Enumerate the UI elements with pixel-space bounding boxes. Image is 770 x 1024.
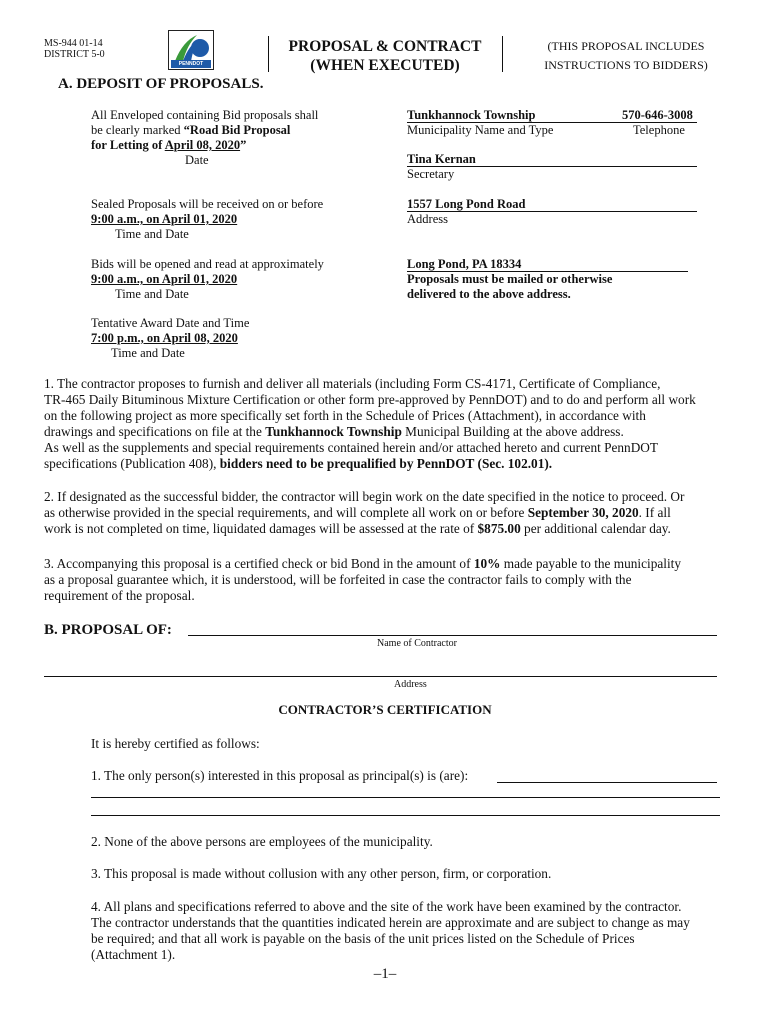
p2-text: as otherwise provided in the special requirements, and will complete all work on or before (44, 505, 528, 520)
paragraph-1 (44, 376, 744, 472)
municipality-row (407, 108, 697, 123)
telephone-value: 570-646-3008 (622, 108, 693, 122)
p3-bond-percent: 10% (473, 556, 501, 571)
road-bid-label: “Road Bid Proposal (183, 123, 291, 137)
envelope-line-1: All Enveloped containing Bid proposals shall (91, 108, 319, 122)
mail-note-line-2: delivered to the above address. (407, 287, 571, 301)
p3-line-3: requirement of the proposal. (44, 588, 195, 603)
title-line-2: (WHEN EXECUTED) (310, 57, 460, 74)
p1-line-4 (44, 424, 744, 440)
award-block (91, 316, 391, 361)
p1-spec-text: specifications (Publication 408), (44, 456, 220, 471)
p3-text: 3. Accompanying this proposal is a certified check or bid Bond in the amount of (44, 556, 474, 571)
p3-line-2: as a proposal guarantee which, it is understood, will be forfeited in case the contractor fails to comply with the (44, 572, 632, 587)
contractor-name-field[interactable] (188, 620, 717, 636)
p1-line-3: on the following project as more specifically set forth in the Schedule of Prices (Attachment), in accordance with (44, 408, 646, 423)
cert-item-4-line-1: 4. All plans and specifications referred to above and the site of the work have been examined by the contractor. (91, 899, 682, 914)
principals-field-1[interactable] (497, 769, 717, 783)
opened-text: Bids will be opened and read at approximately (91, 257, 324, 271)
contractor-address-label: Address (394, 679, 427, 690)
header-divider-right (502, 36, 503, 72)
contractor-name-label: Name of Contractor (377, 638, 457, 649)
sealed-time-date: 9:00 a.m., on April 01, 2020 (91, 212, 238, 226)
p1-text-end: Municipal Building at the above address. (401, 424, 624, 439)
paragraph-2 (44, 489, 744, 537)
p2-completion-date: September 30, 2020 (527, 505, 639, 520)
cert-item-4 (91, 899, 741, 963)
principals-field-3[interactable] (91, 803, 720, 816)
p2-line-2 (44, 505, 744, 521)
cert-item-2: 2. None of the above persons are employees of the municipality. (91, 834, 433, 849)
p2-damages-text: work is not completed on time, liquidated damages will be assessed at the rate of (44, 521, 478, 536)
page-number: –1– (373, 966, 397, 982)
award-time-date: 7:00 p.m., on April 08, 2020 (91, 331, 238, 345)
header-note-line-1: (THIS PROPOSAL INCLUDES (547, 39, 705, 53)
municipal-address: 1557 Long Pond Road (407, 197, 526, 211)
award-label: Time and Date (111, 346, 185, 360)
envelope-instructions (91, 108, 391, 168)
cert-item-1: 1. The only person(s) interested in this proposal as principal(s) is (are): (91, 768, 469, 783)
principals-field-2[interactable] (91, 785, 720, 798)
p1-prequalified: bidders need to be prequalified by PennDOT (Sec. 102.01). (219, 456, 553, 471)
p1-text: drawings and specifications on file at the (44, 424, 266, 439)
p2-line-3 (44, 521, 744, 537)
mail-note (407, 272, 612, 302)
p2-line-1: 2. If designated as the successful bidder, the contractor will begin work on the date specified in the notice to proceed. Or (44, 489, 685, 504)
p1-line-6 (44, 456, 744, 472)
certification-intro: It is hereby certified as follows: (91, 736, 260, 751)
telephone-label: Telephone (633, 123, 685, 137)
sealed-label: Time and Date (115, 227, 189, 241)
document-title (270, 37, 500, 75)
letting-date: April 08, 2020 (164, 138, 241, 152)
header-note (510, 37, 742, 75)
district-label: DISTRICT 5-0 (44, 49, 105, 60)
closing-quote: ” (240, 138, 247, 152)
section-b-title: B. PROPOSAL OF: (44, 622, 172, 638)
section-a-title: A. DEPOSIT OF PROPOSALS. (58, 76, 264, 92)
form-number: MS-944 01-14 (44, 38, 103, 49)
secretary-name: Tina Kernan (407, 152, 476, 166)
cert-item-4-line-4: (Attachment 1). (91, 947, 176, 962)
header-note-line-2: INSTRUCTIONS TO BIDDERS) (544, 58, 708, 72)
municipality-name: Tunkhannock Township (407, 108, 536, 122)
municipal-city: Long Pond, PA 18334 (407, 257, 522, 271)
cert-item-4-line-2: The contractor understands that the quantities indicated herein are approximate and are subject to change as may (91, 915, 690, 930)
award-text: Tentative Award Date and Time (91, 316, 250, 330)
opened-time-date: 9:00 a.m., on April 01, 2020 (91, 272, 238, 286)
p2-damages-end: per additional calendar day. (520, 521, 671, 536)
p3-text-end: made payable to the municipality (500, 556, 681, 571)
secretary-label: Secretary (407, 167, 455, 181)
letting-text: for Letting of (91, 138, 165, 152)
envelope-text: be clearly marked (91, 123, 184, 137)
cert-item-4-line-3: be required; and that all work is payable on the basis of the unit prices listed on the Schedule of Prices (91, 931, 635, 946)
envelope-line-3 (91, 138, 391, 153)
cert-item-3: 3. This proposal is made without collusion with any other person, firm, or corporation. (91, 866, 552, 881)
municipality-label: Municipality Name and Type (407, 123, 554, 137)
title-line-1: PROPOSAL & CONTRACT (288, 38, 482, 55)
envelope-date-label: Date (185, 153, 209, 167)
paragraph-3 (44, 556, 744, 604)
sealed-proposals-block (91, 197, 391, 242)
p2-text-end: . If all (638, 505, 671, 520)
sealed-text: Sealed Proposals will be received on or before (91, 197, 324, 211)
bid-opening-block (91, 257, 391, 302)
mail-note-line-1: Proposals must be mailed or otherwise (407, 272, 613, 286)
opened-label: Time and Date (115, 287, 189, 301)
p1-line-2: TR-465 Daily Bituminous Mixture Certification or other form pre-approved by PennDOT) and to do and perform all work (44, 392, 696, 407)
penndot-logo (168, 30, 214, 70)
address-label: Address (407, 212, 448, 226)
logo-text: PENNDOT (178, 61, 204, 67)
p1-line-1: 1. The contractor proposes to furnish and deliver all materials (including Form CS-4171, Certificate of Compliance, (44, 376, 661, 391)
p1-township: Tunkhannock Township (265, 424, 402, 439)
p2-damages-amount: $875.00 (477, 521, 521, 536)
certification-title: CONTRACTOR’S CERTIFICATION (278, 702, 492, 717)
envelope-line-2 (91, 123, 391, 138)
contractor-address-field[interactable] (44, 664, 717, 677)
p1-line-5: As well as the supplements and special requirements contained herein and/or attached hereto and current PennDOT (44, 440, 659, 455)
p3-line-1 (44, 556, 744, 572)
header-divider-left (268, 36, 269, 72)
